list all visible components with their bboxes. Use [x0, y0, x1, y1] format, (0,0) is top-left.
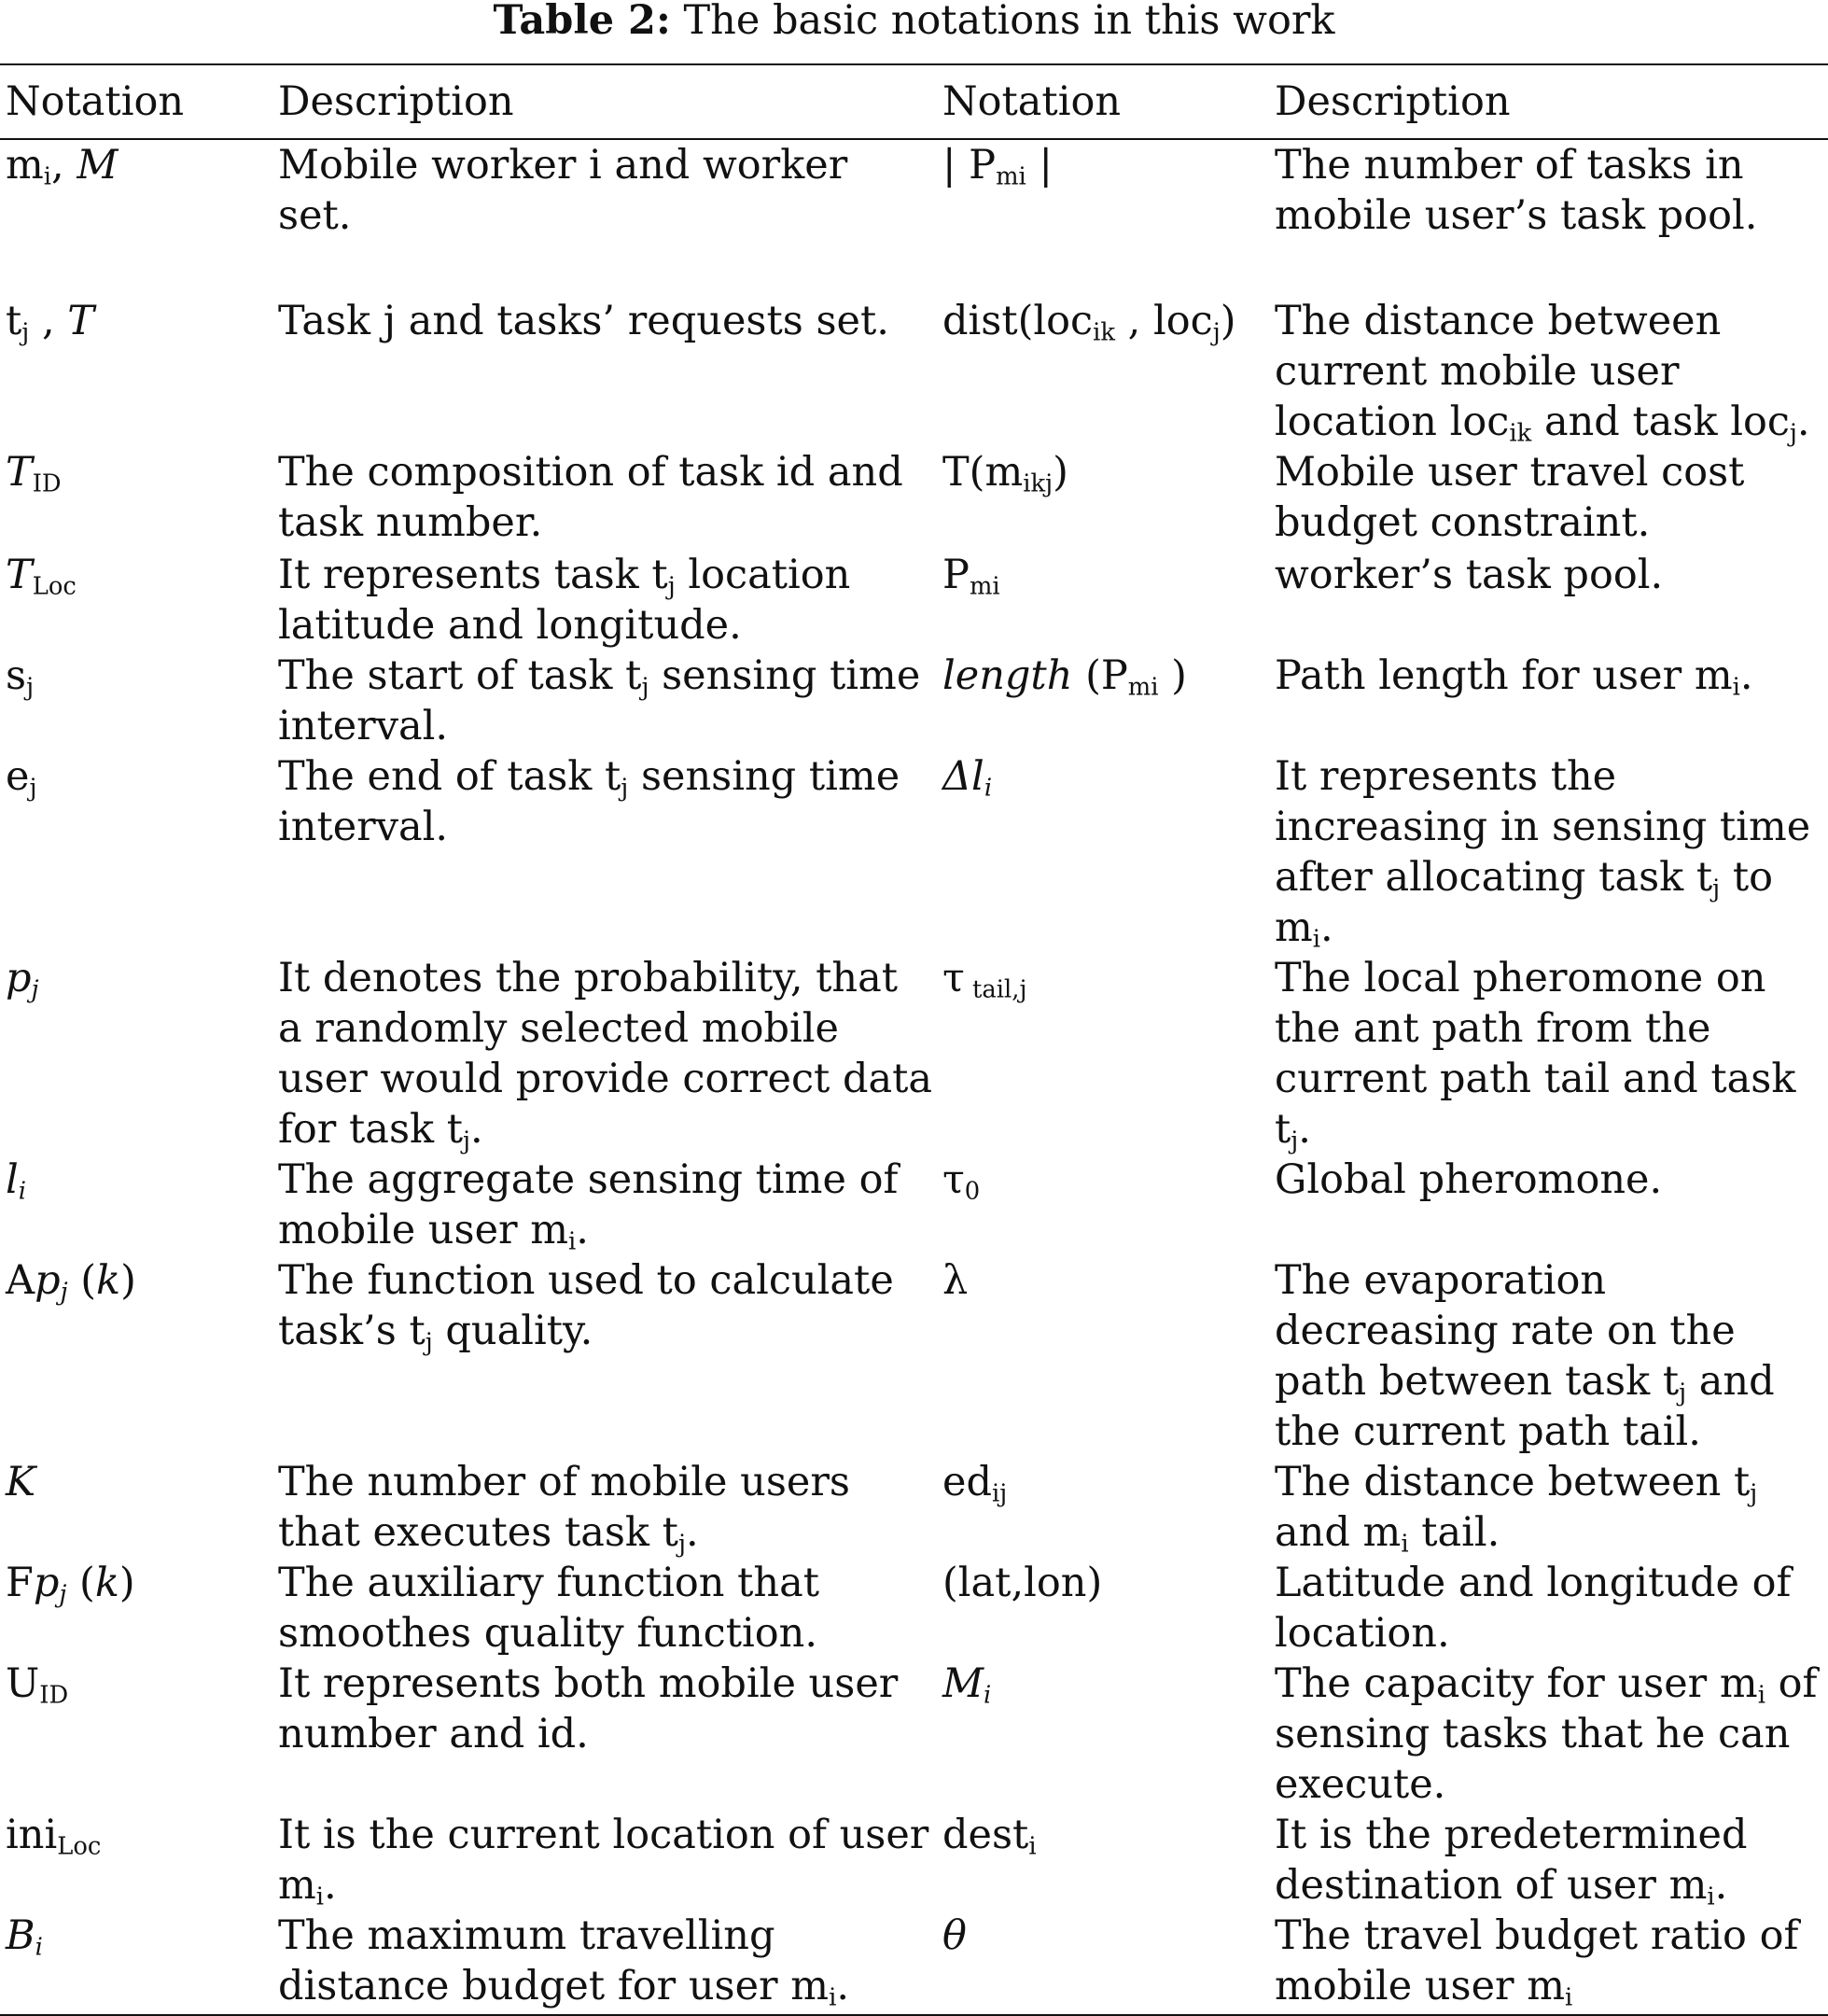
table-row: [0, 1255, 1828, 1457]
description-cell-right: The evaporation decreasing rate on the path between task $t_j$ and the current path tail.: [1275, 1257, 1775, 1455]
description-cell-left: Mobile worker i and worker set.: [278, 142, 848, 239]
table-row: [0, 1155, 1828, 1255]
description-cell-left: It is the current location of user $m_i$.: [278, 1812, 929, 1911]
description-cell-right: Latitude and longitude of location.: [1275, 1560, 1792, 1657]
notation-cell-left: $s_j$: [6, 652, 35, 702]
notation-cell-right: length ($P_{mi}$ ): [942, 652, 1187, 702]
table-body: [0, 139, 1828, 2015]
notation-cell-right: $\Delta l_i$: [942, 753, 993, 803]
description-cell-left: Task j and tasks’ requests set.: [278, 298, 889, 344]
notation-cell-left: $e_j$: [6, 753, 37, 803]
description-cell-left: It denotes the probability, that a randomly selected mobile user would provide correct data for task $t_j$.: [278, 955, 933, 1155]
table-row: [0, 296, 1828, 447]
notation-cell-left: $U_{ID}$: [6, 1660, 69, 1710]
description-cell-right: It represents the increasing in sensing time after allocating task $t_j$ to $m_i$.: [1275, 753, 1811, 954]
table-row: [0, 751, 1828, 953]
description-cell-left: The aggregate sensing time of mobile user $m_i$.: [278, 1156, 899, 1256]
notation-cell-left: $t_j$ , T: [6, 298, 94, 347]
notation-cell-left: $l_i$: [6, 1156, 27, 1206]
notation-table: [0, 63, 1828, 2016]
description-cell-right: The distance between $t_j$ and $m_i$ tail.: [1275, 1459, 1758, 1559]
notation-cell-right: $\tau_0$: [942, 1156, 981, 1206]
description-cell-left: The start of task $t_j$ sensing time interval.: [278, 652, 921, 749]
notation-cell-right: $ed_{ij}$: [942, 1459, 1008, 1508]
notation-cell-left: $T_{ID}$: [6, 449, 62, 498]
notation-cell-right: dist(loc$_{ik}$ , loc$_j$): [942, 298, 1236, 347]
table-row: [0, 1810, 1828, 1911]
notation-cell-left: K: [6, 1459, 36, 1505]
table-caption-text: The basic notations in this work: [683, 0, 1335, 44]
description-cell-right: worker’s task pool.: [1275, 552, 1664, 598]
description-cell-left: The composition of task id and task number.: [278, 449, 903, 546]
header-description-2: Description: [1275, 78, 1511, 125]
header-notation-1: Notation: [6, 78, 185, 125]
description-cell-right: It is the predetermined destination of user $m_i$.: [1275, 1812, 1748, 1911]
notation-cell-left: $p_j$: [6, 955, 39, 1004]
description-cell-left: It represents task $t_j$ location latitude and longitude.: [278, 552, 851, 649]
table-row: [0, 1911, 1828, 2015]
notation-cell-right: | $P_{mi}$ |: [942, 142, 1053, 191]
description-cell-left: The auxiliary function that smoothes quality function.: [278, 1560, 820, 1657]
table-caption: [0, 0, 1828, 44]
table-row: [0, 1457, 1828, 1558]
description-cell-right: The number of tasks in mobile user’s task pool.: [1275, 142, 1758, 239]
table-row: [0, 139, 1828, 296]
notation-table-container: [0, 63, 1828, 2016]
description-cell-left: The number of mobile users that executes task $t_j$.: [278, 1459, 850, 1559]
table-caption-label: Table 2:: [493, 0, 671, 44]
description-cell-left: The maximum travelling distance budget for user $m_i$.: [278, 1912, 849, 2012]
table-row: [0, 1659, 1828, 1810]
table-header-row: [0, 64, 1828, 139]
notation-cell-right: $P_{mi}$: [942, 552, 1000, 601]
header-notation-2: Notation: [942, 78, 1122, 125]
table-row: [0, 953, 1828, 1155]
notation-cell-left: $m_i$, M: [6, 142, 119, 191]
description-cell-right: The local pheromone on the ant path from the current path tail and task $t_j$.: [1275, 955, 1796, 1155]
description-cell-right: Global pheromone.: [1275, 1156, 1663, 1203]
notation-cell-left: $B_i$: [6, 1912, 43, 1962]
notation-cell-right: $M_i$: [942, 1660, 992, 1710]
description-cell-right: The travel budget ratio of mobile user $m_i$: [1275, 1912, 1799, 2012]
table-row: [0, 1558, 1828, 1659]
description-cell-right: The distance between current mobile user location loc$_{ik}$ and task loc$_j$.: [1275, 298, 1810, 448]
notation-cell-right: θ: [942, 1912, 967, 1959]
notation-cell-left: $Fp_j$ (k): [6, 1560, 135, 1609]
table-row: [0, 550, 1828, 651]
notation-cell-left: $T_{Loc}$: [6, 552, 77, 601]
header-description-1: Description: [278, 78, 514, 125]
description-cell-left: The end of task $t_j$ sensing time interval.: [278, 753, 900, 850]
description-cell-left: The function used to calculate task’s $t_j$ quality.: [278, 1257, 894, 1357]
table-row: [0, 447, 1828, 550]
notation-cell-right: $T(m_{ikj})$: [942, 449, 1068, 498]
notation-cell-right: (lat,lon): [942, 1560, 1103, 1606]
description-cell-left: It represents both mobile user number and id.: [278, 1660, 899, 1757]
description-cell-right: The capacity for user $m_i$ of sensing tasks that he can execute.: [1275, 1660, 1818, 1808]
description-cell-right: Path length for user $m_i$.: [1275, 652, 1753, 702]
notation-cell-left: $Ap_j$ (k): [6, 1257, 136, 1307]
notation-cell-right: λ: [942, 1257, 969, 1304]
table-row: [0, 651, 1828, 751]
description-cell-right: Mobile user travel cost budget constraint.: [1275, 449, 1745, 546]
notation-cell-right: dest$_i$: [942, 1812, 1037, 1861]
notation-cell-left: ini$_{Loc}$: [6, 1812, 102, 1861]
notation-cell-right: τ $_{tail,j}$: [942, 955, 1027, 1004]
